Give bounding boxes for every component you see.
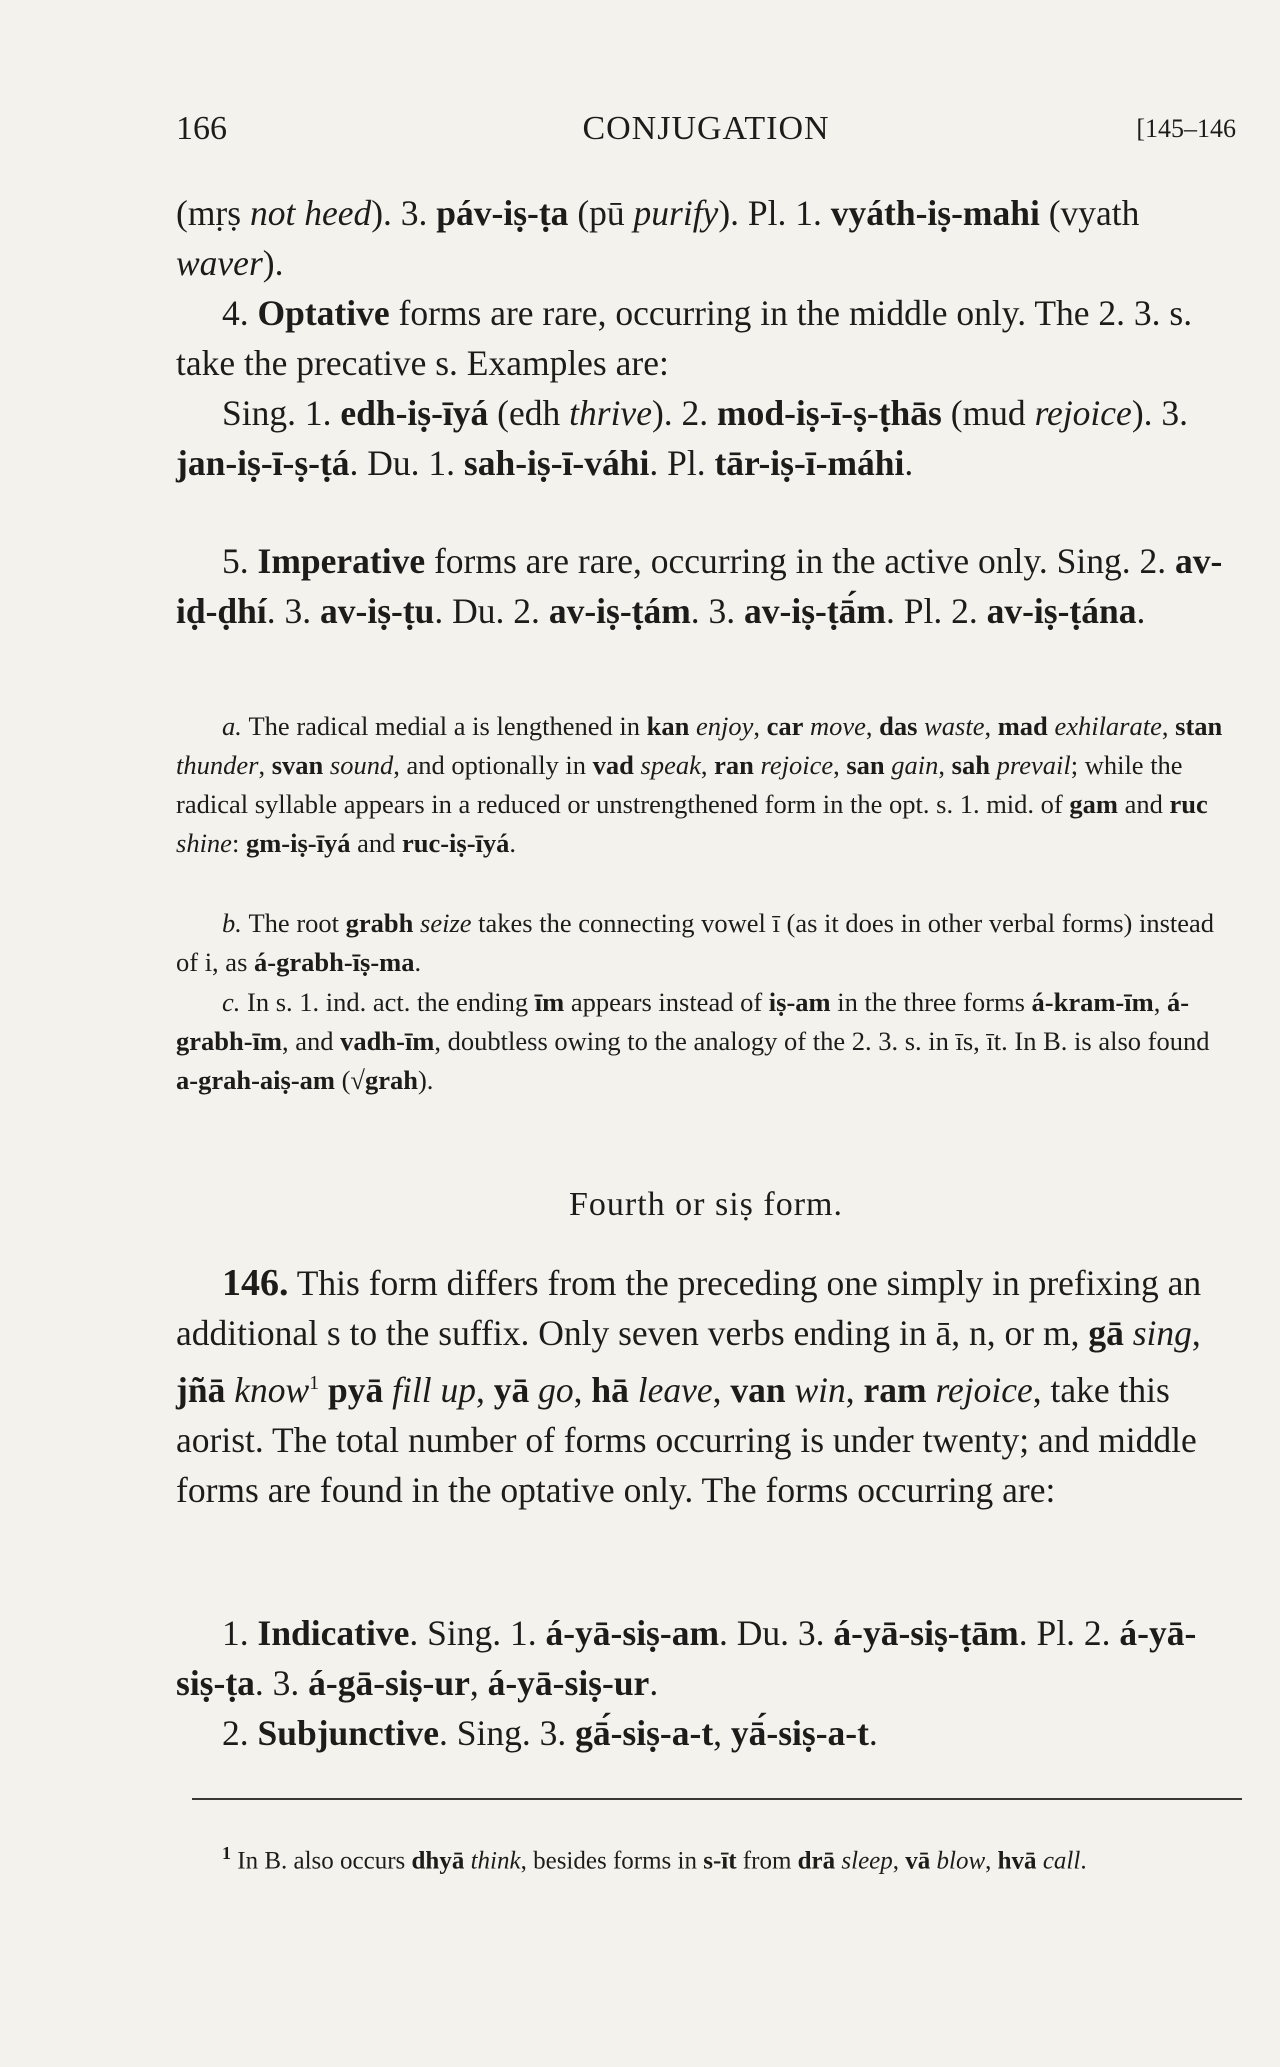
footnote-rule	[192, 1798, 1242, 1800]
note-a: a. The radical medial a is lengthened in kan enjoy, car move, das waste, mad exhilarate, stan thunder, svan sound, and optionally in vad speak, ran rejoice, san gain, sah prevail; while the radical syllable appears in a reduced or unstrengthened form in the opt. s. 1. mid. of gam and ruc shine: gm-iṣ-īyá and ruc-iṣ-īyá.	[176, 711, 1223, 858]
paragraph-continued: (mṛṣ not heed). 3. páv-iṣ-ṭa (pū purify). Pl. 1. vyáth-iṣ-mahi (vyath waver).	[176, 193, 1140, 283]
paragraph-optative: 4. Optative forms are rare, occurring in the middle only. The 2. 3. s. take the precative s. Examples are:	[176, 293, 1193, 383]
paragraph-subjunctive: 2. Subjunctive. Sing. 3. gā́-siṣ-a-t, yā́-siṣ-a-t.	[222, 1713, 878, 1753]
note-c: c. In s. 1. ind. act. the ending īm appears instead of iṣ-am in the three forms á-kram-īm, á-grabh-īm, and vadh-īm, doubtless owing to the analogy of the 2. 3. s. in īs, īt. In B. is also found a-grah-aiṣ-am (√grah).	[176, 987, 1210, 1095]
running-head	[176, 110, 1236, 156]
section-range: [145–146	[1136, 114, 1236, 143]
page-number: 166	[176, 110, 227, 147]
paragraph-imperative: 5. Imperative forms are rare, occurring in the active only. Sing. 2. av-iḍ-ḍhí. 3. av-iṣ-ṭu. Du. 2. av-iṣ-ṭám. 3. av-iṣ-ṭā́m. Pl. 2. av-iṣ-ṭána.	[176, 541, 1223, 631]
section-146-paragraph: 146. This form differs from the preceding one simply in prefixing an additional s to the suffix. Only seven verbs ending in ā, n, or m, gā sing, jñā know$^1$ pyā fill up, yā go, hā leave, van win, ram rejoice, take this aorist. The total number of forms occurring is under twenty; and middle forms are found in the optative only. The forms occurring are:	[176, 1262, 1202, 1510]
footnote-ref[interactable]: 1	[309, 1372, 320, 1394]
section-heading: Fourth or siṣ form.	[569, 1186, 843, 1223]
paragraph-indicative: 1. Indicative. Sing. 1. á-yā-siṣ-am. Du. 3. á-yā-siṣ-ṭām. Pl. 2. á-yā-siṣ-ṭa. 3. á-gā-siṣ-ur, á-yā-siṣ-ur.	[176, 1613, 1197, 1703]
paragraph-optative-examples: Sing. 1. edh-iṣ-īyá (edh thrive). 2. mod-iṣ-ī-ṣ-ṭhās (mud rejoice). 3. jan-iṣ-ī-ṣ-ṭá. Du. 1. sah-iṣ-ī-váhi. Pl. tār-iṣ-ī-máhi.	[176, 393, 1189, 483]
footnote: $^1$ In B. also occurs dhyā think, besides forms in s-īt from drā sleep, vā blow, hvā call.	[222, 1843, 1087, 1875]
page-title: CONJUGATION	[582, 110, 830, 147]
note-b: b. The root grabh seize takes the connecting vowel ī (as it does in other verbal forms) instead of i, as á-grabh-īṣ-ma.	[176, 908, 1215, 977]
